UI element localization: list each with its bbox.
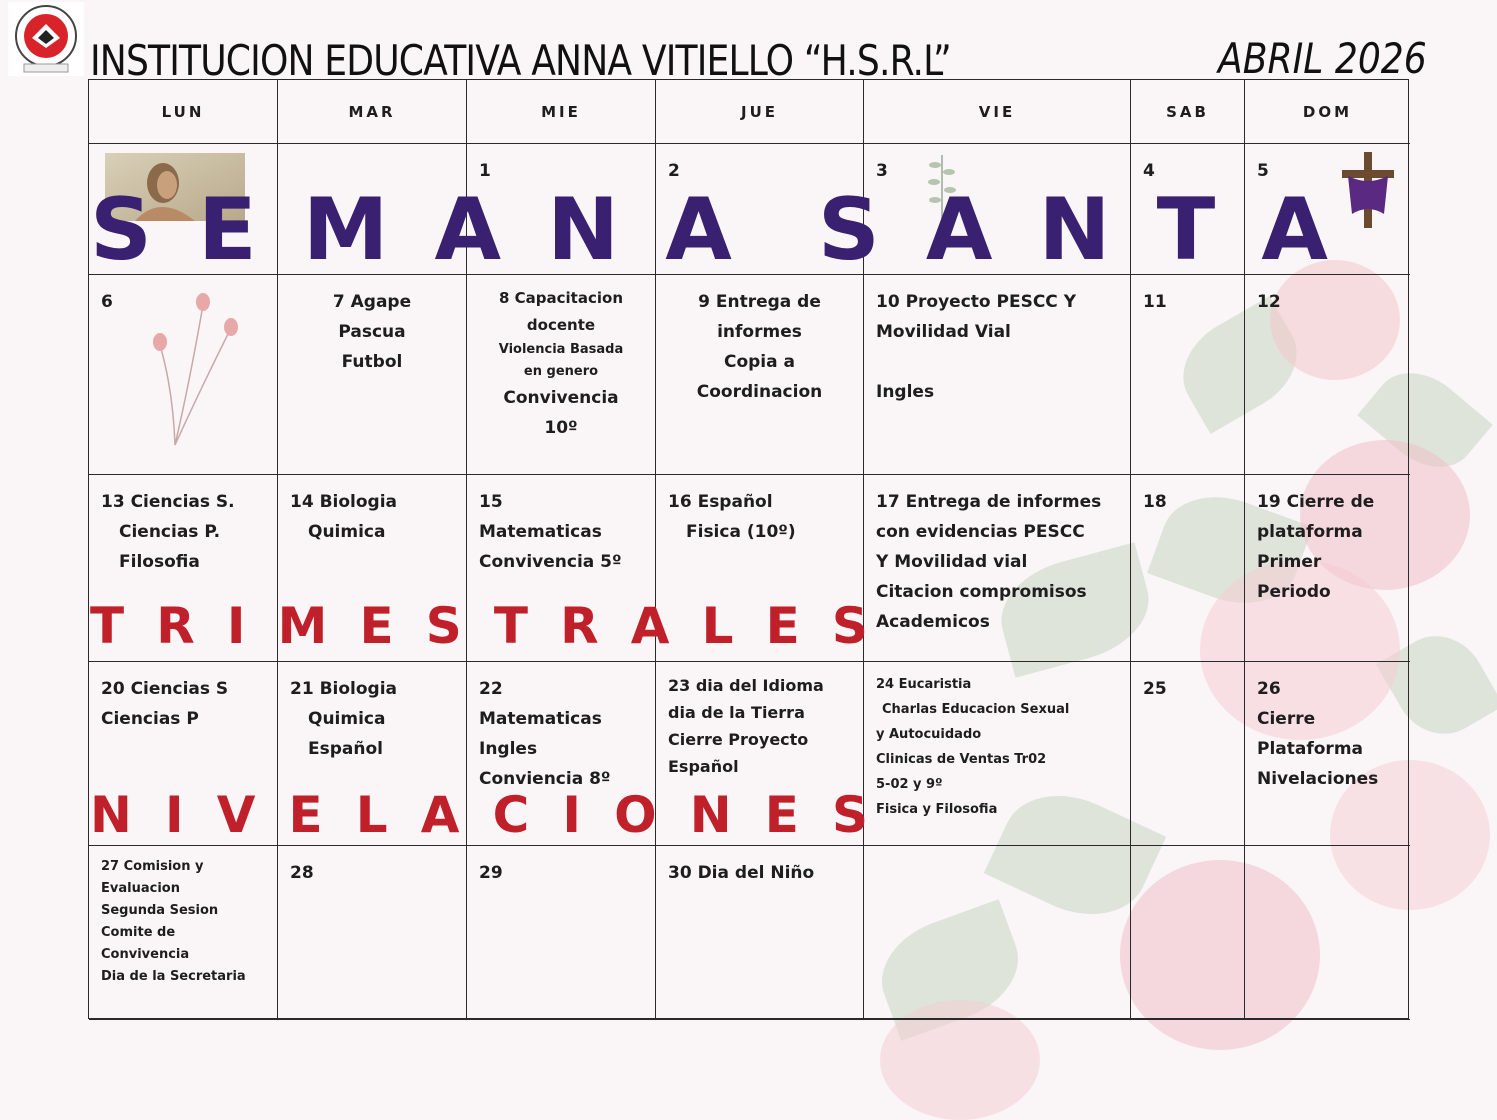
cross-with-cloth-icon (1338, 152, 1398, 228)
event-line: Citacion compromisos (876, 582, 1087, 602)
weekday-header: LUN (89, 80, 278, 144)
day-cell-4 (1131, 144, 1245, 275)
banner-letter: E (765, 597, 800, 655)
day-cell-30 (656, 846, 864, 1020)
day-cell-17 (864, 475, 1131, 662)
event-line: 22 (479, 679, 503, 699)
event-line: Fisica y Filosofia (876, 802, 998, 817)
day-cell-26 (1245, 662, 1410, 846)
banner-letter: A (665, 180, 732, 280)
event-line: Periodo (1257, 582, 1331, 602)
event-line: Movilidad Vial (876, 322, 1011, 342)
banner-letter: A (420, 786, 460, 844)
day-cell-25 (1131, 662, 1245, 846)
day-cell-22 (467, 662, 656, 846)
banner-letter: I (226, 597, 246, 655)
event-line: Cierre (1257, 709, 1316, 729)
event-line: Y Movilidad vial (876, 552, 1028, 572)
event-line: Primer (1257, 552, 1322, 572)
day-number: 25 (1143, 679, 1167, 699)
day-number: 4 (1143, 161, 1155, 181)
event-line: Filosofia (119, 552, 200, 572)
day-cell-empty (1245, 846, 1410, 1020)
event-line: 20 Ciencias S (101, 679, 229, 699)
jesus-praying-image (105, 153, 245, 221)
banner-letter: N (90, 786, 132, 844)
event-line: Español (308, 739, 383, 759)
event-line: 15 (479, 492, 503, 512)
day-cell-15 (467, 475, 656, 662)
day-cell-2 (656, 144, 864, 275)
banner-letter: M (277, 597, 328, 655)
event-line: Convivencia 5º (479, 552, 622, 572)
day-cell-7 (278, 275, 467, 475)
day-cell-1 (467, 144, 656, 275)
event-line: 7 Agape (332, 292, 412, 312)
day-cell-10 (864, 275, 1131, 475)
olive-branch-icon (922, 150, 962, 220)
event-line: 24 Eucaristia (876, 677, 972, 692)
banner-letter: T (493, 597, 529, 655)
day-number: 12 (1257, 292, 1281, 312)
banner-letter: N (1038, 180, 1111, 280)
day-number: 3 (876, 161, 888, 181)
day-cell-empty (1131, 846, 1245, 1020)
day-cell-20 (89, 662, 278, 846)
weekday-header: VIE (864, 80, 1131, 144)
day-cell-empty (278, 144, 467, 275)
day-number: 29 (479, 863, 503, 883)
day-number: 5 (1257, 161, 1269, 181)
event-line: en genero (523, 364, 599, 379)
day-cell-3 (864, 144, 1131, 275)
day-cell-9 (656, 275, 864, 475)
event-line: Conviencia 8º (479, 769, 611, 789)
event-line: 17 Entrega de informes (876, 492, 1102, 512)
event-line: 21 Biologia (290, 679, 398, 699)
school-crest-icon (8, 2, 84, 76)
event-line: Comite de (101, 925, 176, 940)
banner-letter: E (288, 786, 323, 844)
event-line: Clinicas de Ventas Tr02 (876, 752, 1047, 767)
event-line: 30 Dia del Niño (668, 863, 815, 883)
day-number: 11 (1143, 292, 1167, 312)
event-line: Plataforma (1257, 739, 1364, 759)
day-cell-11 (1131, 275, 1245, 475)
banner-letter: L (355, 786, 388, 844)
event-line: Academicos (876, 612, 990, 632)
banner-letter: S (90, 180, 152, 280)
event-line: Evaluacion (101, 881, 180, 896)
event-line: 14 Biologia (290, 492, 398, 512)
event-line: 9 Entrega de (698, 292, 821, 312)
day-cell-14 (278, 475, 467, 662)
banner-letter: T (90, 597, 125, 655)
weekday-header: JUE (656, 80, 864, 144)
banner-letter: V (216, 786, 256, 844)
event-line: Ingles (876, 382, 935, 402)
event-line: Coordinacion (696, 382, 823, 402)
event-line: Ciencias P. (119, 522, 221, 542)
day-number: 28 (290, 863, 314, 883)
day-cell-13 (89, 475, 278, 662)
event-line: docente (526, 316, 596, 334)
day-cell-28 (278, 846, 467, 1020)
day-cell-16 (656, 475, 864, 662)
banner-letter: N (547, 180, 620, 280)
day-cell-21 (278, 662, 467, 846)
banner-letter: C (492, 786, 530, 844)
banner-letter: N (689, 786, 732, 844)
event-line: Dia de la Secretaria (101, 969, 246, 984)
banner-letter: A (434, 180, 502, 280)
banner-letter: T (1156, 180, 1216, 280)
event-line: Quimica (308, 709, 386, 729)
banner-letter: S (831, 786, 868, 844)
page-title: INSTITUCION EDUCATIVA ANNA VITIELLO “H.S.R.L” (90, 36, 951, 85)
event-line: Ciencias P (101, 709, 199, 729)
event-line: Futbol (341, 352, 403, 372)
event-line: 16 Español (668, 492, 773, 512)
event-line: Fisica (10º) (686, 522, 796, 542)
event-line: 26 (1257, 679, 1281, 699)
event-line: Pascua (338, 322, 406, 342)
banner-letter: R (560, 597, 599, 655)
event-line: dia de la Tierra (668, 703, 805, 722)
day-number: 1 (479, 161, 491, 181)
event-line: Convivencia (101, 947, 190, 962)
day-cell-29 (467, 846, 656, 1020)
event-line: 23 dia del Idioma (668, 676, 824, 695)
day-number: 6 (101, 292, 113, 312)
event-line: Segunda Sesion (101, 903, 219, 918)
event-line: 5-02 y 9º (876, 777, 943, 792)
day-cell-18 (1131, 475, 1245, 662)
banner-letter: A (925, 180, 993, 280)
weekday-header: MAR (278, 80, 467, 144)
day-cell-24 (864, 662, 1131, 846)
weekday-header: SAB (1131, 80, 1245, 144)
day-cell-23 (656, 662, 864, 846)
month-title: ABRIL 2026 (1218, 34, 1427, 83)
event-line: y Autocuidado (876, 727, 982, 742)
event-line: 27 Comision y (101, 859, 204, 874)
banner-letter: R (156, 597, 195, 655)
banner-letter: A (1261, 180, 1328, 280)
day-cell-8 (467, 275, 656, 475)
banner-letter: M (302, 180, 389, 280)
event-line: Copia a (723, 352, 795, 372)
event-line: con evidencias PESCC (876, 522, 1085, 542)
day-cell-19 (1245, 475, 1410, 662)
event-line: 10º (544, 418, 578, 438)
banner-letter: O (614, 786, 657, 844)
day-cell-empty (864, 846, 1131, 1020)
event-line: Matematicas (479, 709, 602, 729)
event-line: Charlas Educacion Sexual (882, 702, 1070, 717)
event-line: 19 Cierre de (1257, 492, 1375, 512)
banner-letter: E (198, 180, 257, 280)
event-line: Español (668, 757, 739, 776)
day-cell-12 (1245, 275, 1410, 475)
banner-letter: I (164, 786, 184, 844)
event-line: 13 Ciencias S. (101, 492, 235, 512)
event-line: Violencia Basada (498, 342, 624, 357)
event-line: Convivencia (503, 388, 619, 408)
banner-letter: L (701, 597, 734, 655)
banner-letter: E (359, 597, 394, 655)
event-line: plataforma (1257, 522, 1363, 542)
pink-flowers-icon (145, 290, 245, 450)
weekday-header: DOM (1245, 80, 1410, 144)
day-number: 18 (1143, 492, 1167, 512)
banner-letter: A (630, 597, 670, 655)
event-line: Cierre Proyecto (668, 730, 809, 749)
weekday-header: MIE (467, 80, 656, 144)
calendar-grid (88, 79, 1409, 1019)
event-line: informes (717, 322, 802, 342)
event-line: Nivelaciones (1257, 769, 1379, 789)
day-cell-27 (89, 846, 278, 1020)
event-line: Matematicas (479, 522, 602, 542)
event-line (876, 347, 1118, 377)
banner-letter: S (425, 597, 462, 655)
event-line: Ingles (479, 739, 538, 759)
event-line: Quimica (308, 522, 386, 542)
banner-letter: I (562, 786, 581, 844)
banner-letter: S (831, 597, 868, 655)
event-line: 10 Proyecto PESCC Y (876, 292, 1077, 312)
day-number: 2 (668, 161, 680, 181)
event-line: 8 Capacitacion (499, 289, 623, 307)
banner-letter: S (817, 180, 880, 280)
banner-letter: E (764, 786, 799, 844)
